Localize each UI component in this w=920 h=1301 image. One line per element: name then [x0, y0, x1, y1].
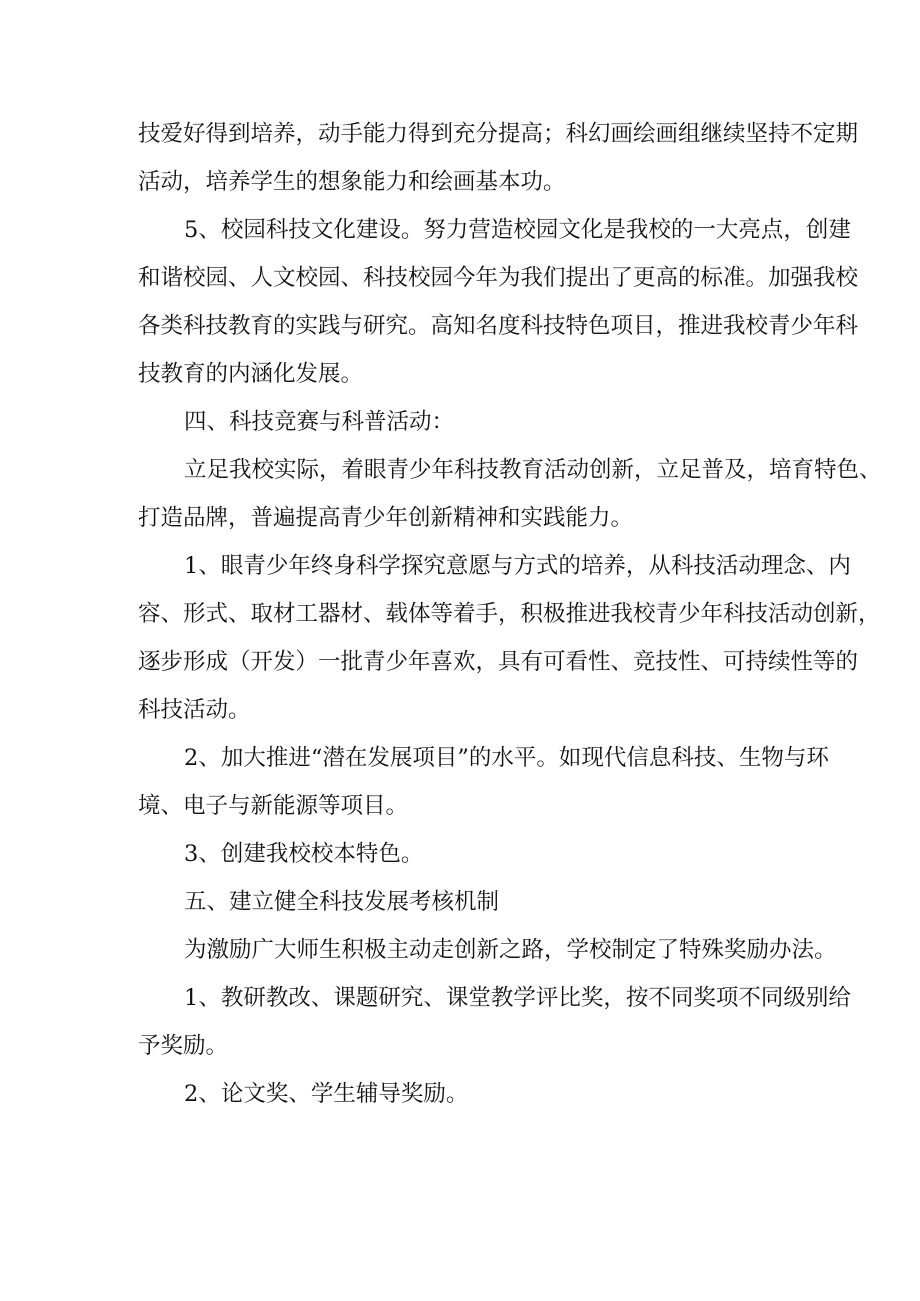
text-line: 和谐校园、人文校园、科技校园今年为我们提出了更高的标准。加强我校: [138, 265, 859, 291]
text-line: 立足我校实际，着眼青少年科技教育活动创新，立足普及，培育特色、: [184, 457, 882, 483]
document-page: [138, 117, 882, 1125]
text-line: 1、教研教改、课题研究、课堂教学评比奖，按不同奖项不同级别给: [184, 985, 851, 1011]
text-line: 活动，培养学生的想象能力和绘画基本功。: [138, 169, 566, 195]
text-line: 五、建立健全科技发展考核机制: [184, 889, 500, 915]
text-line: 各类科技教育的实践与研究。高知名度科技特色项目，推进我校青少年科: [138, 313, 859, 339]
text-line: 四、科技竞赛与科普活动：: [184, 409, 455, 435]
text-line: 3、创建我校校本特色。: [184, 841, 424, 867]
text-line: 逐步形成（开发）一批青少年喜欢，具有可看性、竞技性、可持续性等的: [138, 649, 859, 675]
text-line: 2、加大推进“潜在发展项目”的水平。如现代信息科技、生物与环: [184, 745, 829, 771]
text-line: 技教育的内涵化发展。: [138, 361, 364, 387]
text-line: 科技活动。: [138, 697, 251, 723]
text-line: 5、校园科技文化建设。努力营造校园文化是我校的一大亮点，创建: [184, 217, 851, 243]
text-line: 境、电子与新能源等项目。: [138, 793, 409, 819]
text-line: 予奖励。: [138, 1033, 229, 1059]
text-line: 技爱好得到培养，动手能力得到充分提高；科幻画绘画组继续坚持不定期: [138, 121, 859, 147]
text-line: 为激励广大师生积极主动走创新之路，学校制定了特殊奖励办法。: [184, 937, 837, 963]
text-line: 打造品牌，普遍提高青少年创新精神和实践能力。: [138, 505, 634, 531]
text-line: 2、论文奖、学生辅导奖励。: [184, 1081, 469, 1107]
text-line: 容、形式、取材工器材、载体等着手，积极推进我校青少年科技活动创新，: [138, 601, 881, 627]
text-line: 1、眼青少年终身科学探究意愿与方式的培养，从科技活动理念、内: [184, 553, 851, 579]
